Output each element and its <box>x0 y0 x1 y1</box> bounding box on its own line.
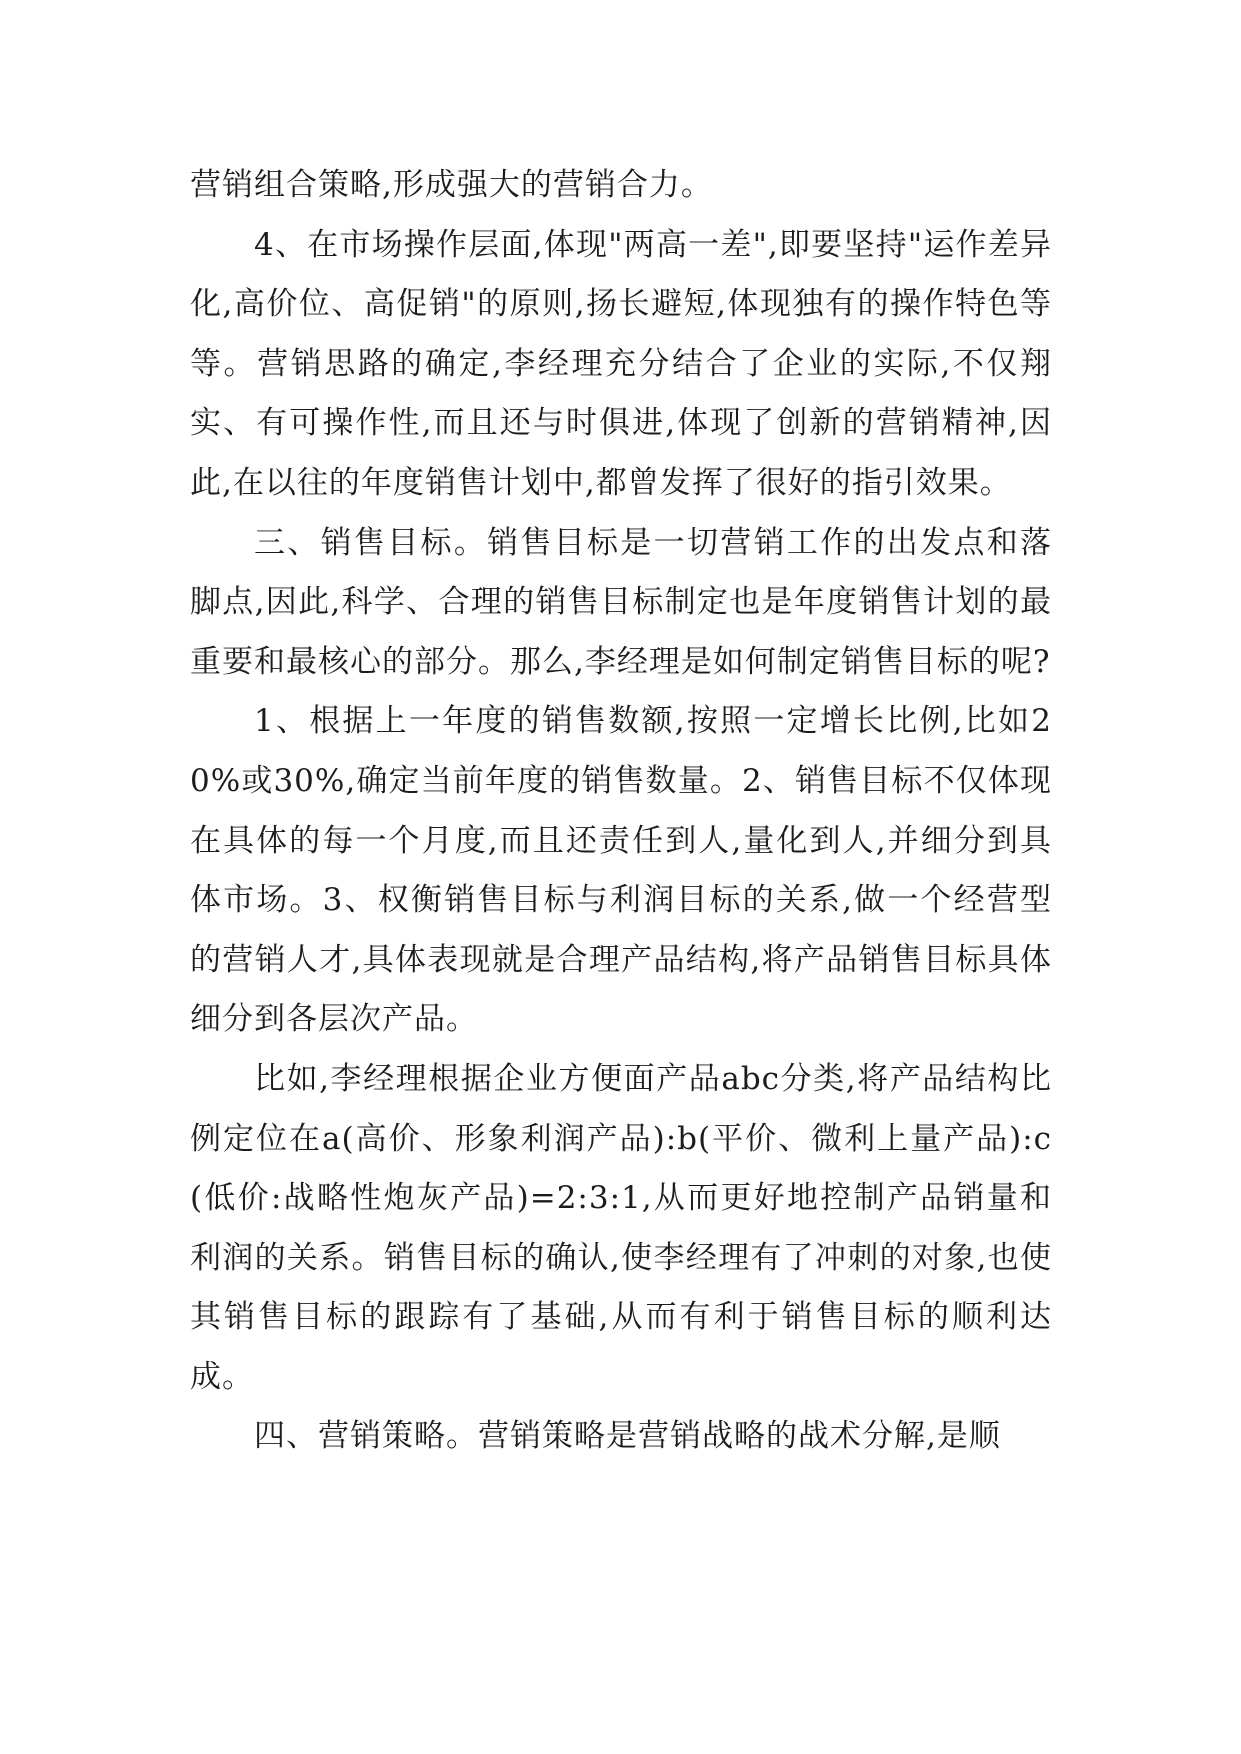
paragraph-sales-target-methods: 1、根据上一年度的销售数额,按照一定增长比例,比如20%或30%,确定当前年度的销售数量。2、销售目标不仅体现在具体的每一个月度,而且还责任到人,量化到人,并细分到具体市场。3、权衡销售目标与利润目标的关系,做一个经营型的营销人才,具体表现就是合理产品结构,将产品销售目标具体细分到各层次产品。 <box>190 703 1052 1038</box>
paragraph-product-structure-example: 比如,李经理根据企业方便面产品abc分类,将产品结构比例定位在a(高价、形象利润产品):b(平价、微利上量产品):c(低价:战略性炮灰产品)=2:3:1,从而更好地控制产品销量和利润的关系。销售目标的确认,使李经理有了冲刺的对象,也使其销售目标的跟踪有了基础,从而有利于销售目标的顺利达成。 <box>190 1060 1052 1395</box>
paragraph-sales-target-heading: 三、销售目标。销售目标是一切营销工作的出发点和落脚点,因此,科学、合理的销售目标制定也是年度销售计划的最重要和最核心的部分。那么,李经理是如何制定销售目标的呢? <box>190 524 1052 680</box>
paragraph-marketing-mix-conclusion: 营销组合策略,形成强大的营销合力。 <box>190 167 713 203</box>
document-body <box>190 156 1052 1467</box>
paragraph-market-operation: 4、在市场操作层面,体现"两高一差",即要坚持"运作差异化,高价位、高促销"的原则,扬长避短,体现独有的操作特色等等。营销思路的确定,李经理充分结合了企业的实际,不仅翔实、有可操作性,而且还与时俱进,体现了创新的营销精神,因此,在以往的年度销售计划中,都曾发挥了很好的指引效果。 <box>190 226 1052 501</box>
paragraph-marketing-strategy-heading: 四、营销策略。营销策略是营销战略的战术分解,是顺 <box>254 1418 1001 1455</box>
